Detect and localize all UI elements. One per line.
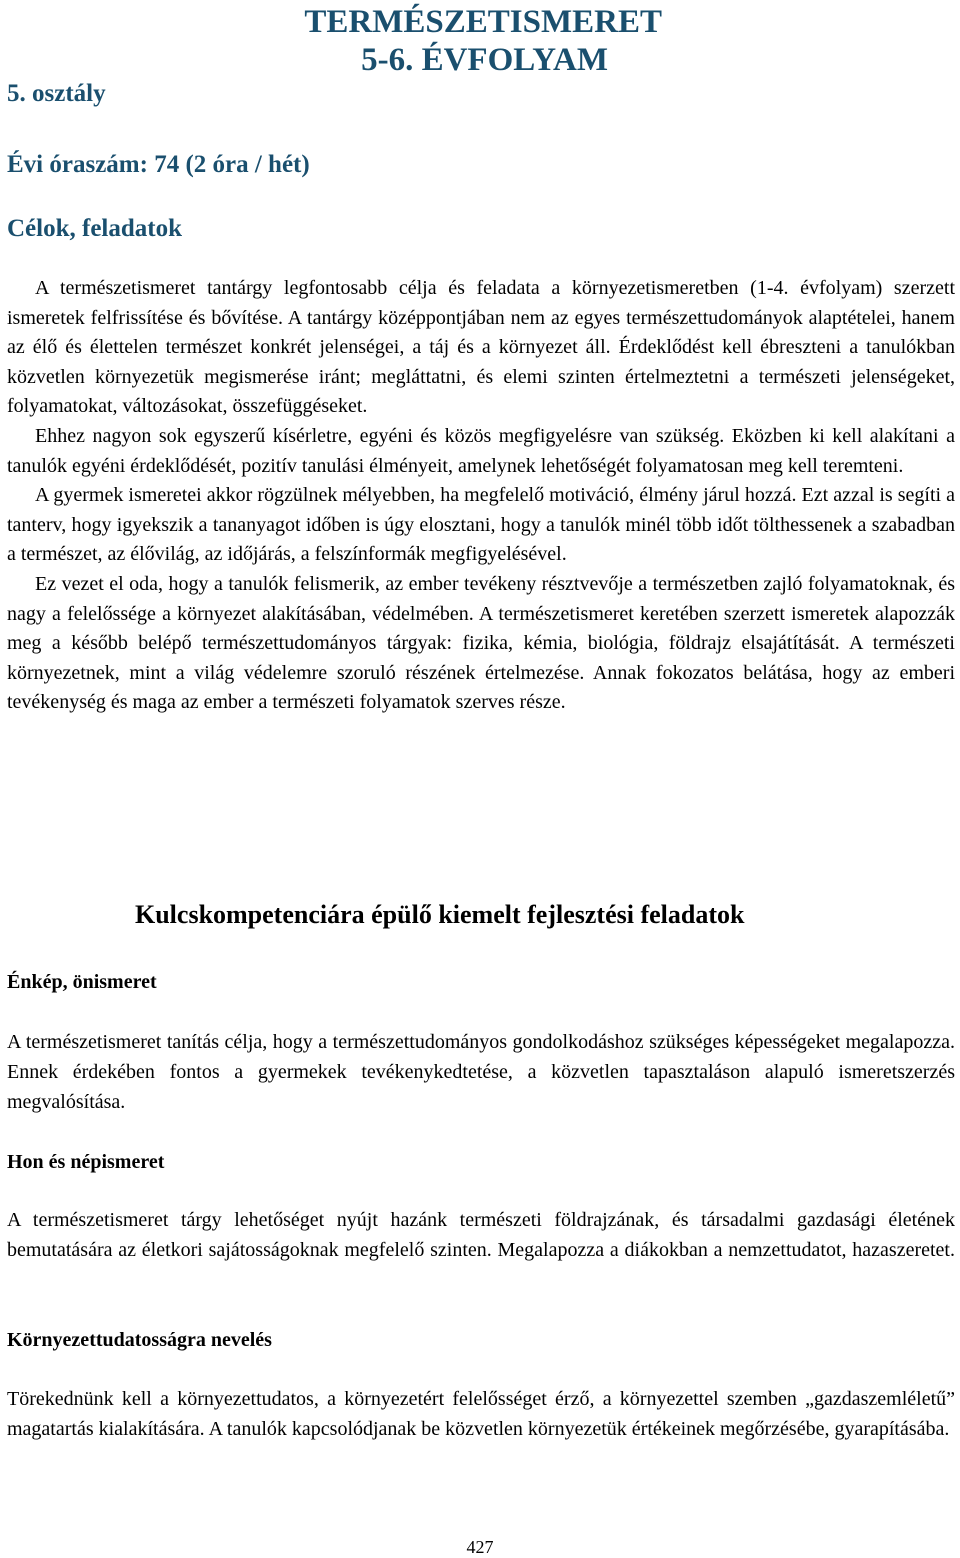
goals-heading: Célok, feladatok bbox=[7, 215, 182, 242]
section-heading-self-image: Énkép, önismeret bbox=[7, 971, 157, 993]
section-paragraph: Törekednünk kell a környezettudatos, a környezetért felelősséget érző, a környezettel szemben „gazdaszemléletű” magatartás kialakítására. A tanulók kapcsolódjanak be közvetlen környezetük értékeinek megőrzésébe, gyarapításába. bbox=[7, 1388, 955, 1440]
section-text-self-image bbox=[7, 1027, 955, 1117]
section-paragraph: A természetismeret tárgy lehetőséget nyújt hazánk természeti földrajzának, és társadalmi gazdasági életének bemutatására az életkori sajátosságoknak megfelelő szinten. Megalapozza a diákokban a nemzettudatot, hazaszeretet. bbox=[7, 1209, 955, 1261]
annual-hours-heading: Évi óraszám: 74 (2 óra / hét) bbox=[7, 151, 310, 178]
goals-paragraph: Ez vezet el oda, hogy a tanulók felismerik, az ember tevékeny résztvevője a természetben zajló folyamatoknak, és nagy a felelőssége a környezet alakításában, védelmében. A természetismeret keretében szerzett ismeretek alapozzák meg a később belépő természettudományos tárgyak: fizika, kémia, biológia, földrajz elsajátítását. A természeti környezetnek, mint a világ védelemre szoruló részének értelmezése. Annak fokozatos belátása, hogy az emberi tevékenység és maga az ember a természeti folyamatok szerves része. bbox=[7, 572, 955, 714]
section-text-homeland bbox=[7, 1205, 955, 1265]
section-paragraph: A természetismeret tanítás célja, hogy a természettudományos gondolkodáshoz szükséges képességeket megalapozza. Ennek érdekében fontos a gyermekek tevékenykedtetése, a közvetlen tapasztaláson alapuló ismeretszerzés megvalósítása. bbox=[7, 1031, 955, 1113]
goals-paragraph: Ehhez nagyon sok egyszerű kísérletre, egyéni és közös megfigyelésre van szükség. Eközben ki kell alakítani a tanulók egyéni érdeklődését, pozitív tanulási élményeit, amelynek lehetőségét folyamatosan meg kell teremteni. bbox=[7, 424, 955, 477]
goals-section bbox=[7, 274, 955, 718]
goals-paragraph: A természetismeret tantárgy legfontosabb célja és feladata a környezetismeretben (1-4. évfolyam) szerzett ismeretek felfrissítése és bővítése. A tantárgy középpontjában nem az egyes természettudományok alaptételei, hanem az élő és élettelen természet konkrét jelenségei, a táj és a környezet áll. Érdeklődést kell ébreszteni a tanulókban közvetlen környezetük megismerése iránt; megláttatni, és elemi szinten értelmeztetni a természeti jelenségeket, folyamatokat, változásokat, összefüggéseket. bbox=[7, 277, 955, 418]
document-title: TERMÉSZETISMERET bbox=[304, 4, 662, 40]
section-text-environment bbox=[7, 1384, 955, 1444]
section-heading-homeland: Hon és népismeret bbox=[7, 1151, 165, 1173]
page-number: 427 bbox=[466, 1537, 494, 1557]
goals-paragraph: A gyermek ismeretei akkor rögzülnek mélyebben, ha megfelelő motiváció, élmény járul hozzá. Ezt azzal is segíti a tanterv, hogy igyekszik a tananyagot időben is úgy elosztani, hogy a tanulók minél több időt tölthessenek a szabadban a természet, az élővilág, az időjárás, a felszínformák megfigyelésével. bbox=[7, 484, 955, 566]
competencies-title: Kulcskompetenciára épülő kiemelt fejlesztési feladatok bbox=[135, 900, 745, 929]
grade-heading: 5. osztály bbox=[7, 80, 106, 107]
document-subtitle: 5-6. ÉVFOLYAM bbox=[361, 42, 608, 78]
section-heading-environment: Környezettudatosságra nevelés bbox=[7, 1329, 272, 1351]
